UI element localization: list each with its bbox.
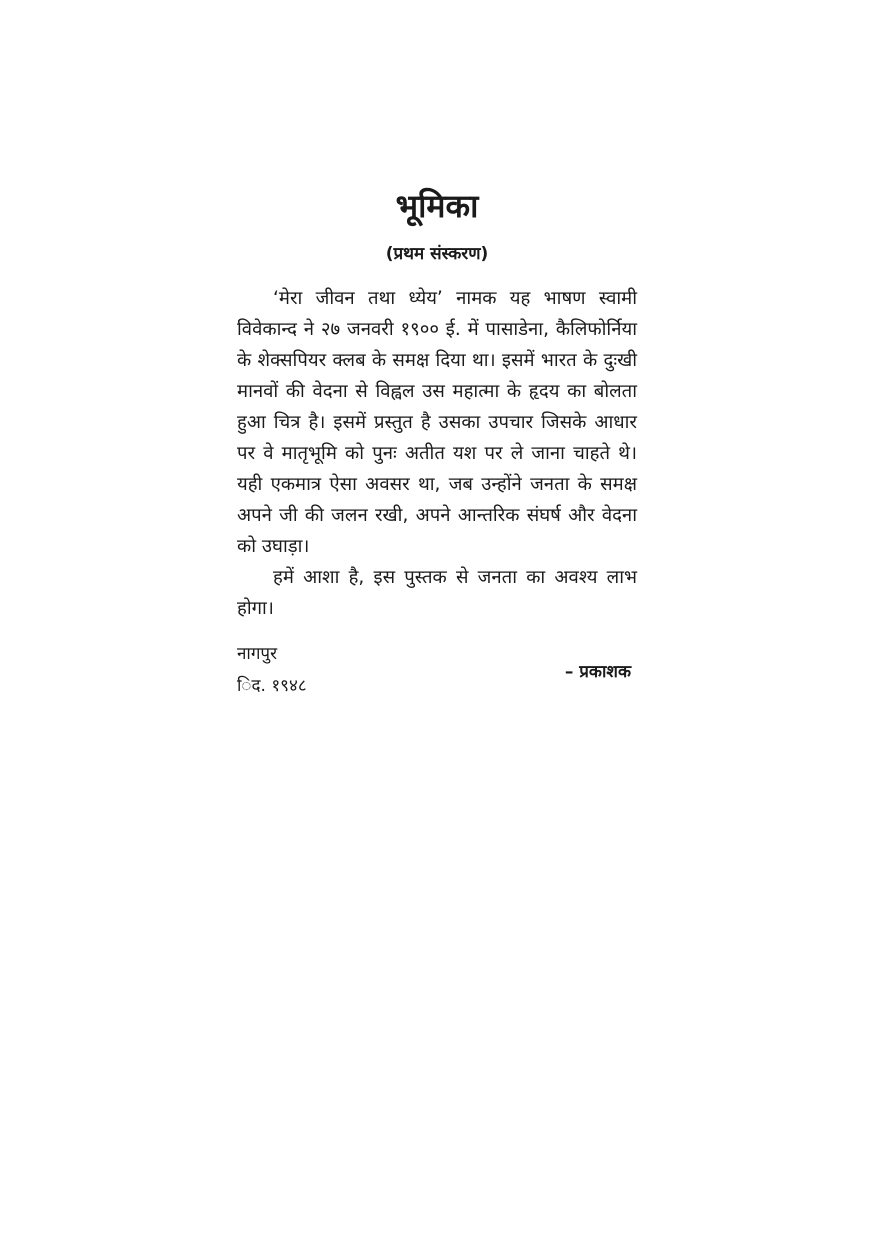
signoff-block — [237, 640, 637, 704]
preface-body — [237, 283, 637, 624]
edition-subtitle: (प्रथम संस्करण) — [385, 244, 489, 264]
place-name: नागपुर — [237, 644, 278, 664]
date-line: ि‍द. १९४८ — [237, 676, 307, 696]
paragraph-1: ‘मेरा जीवन तथा ध्येय’ नामक यह भाषण स्वामी विवेकान्द ने २७ जनवरी १९०० ई. में पासाडेना, कैलिफोर्निया के शेक्सपियर क्लब के समक्ष दिया था। इसमें भारत के दुःखी मानवों की वेदना से विह्वल उस महात्मा के हृदय का बोलता हुआ चित्र है। इसमें प्रस्तुत है उसका उपचार जिसके आधार पर वे मातृभूमि को पुनः अतीत यश पर ले जाना चाहते थे। यही एकमात्र ऐसा अवसर था, जब उन्होंने जनता के समक्ष अपने जी की जलन रखी, अपने आन्तरिक संघर्ष और वेदना को उघाड़ा। — [237, 288, 637, 557]
publisher-signature: – प्रकाशक — [564, 662, 631, 682]
page-title: भूमिका — [395, 187, 479, 225]
paragraph-2: हमें आशा है, इस पुस्तक से जनता का अवश्य लाभ होगा। — [237, 567, 637, 619]
